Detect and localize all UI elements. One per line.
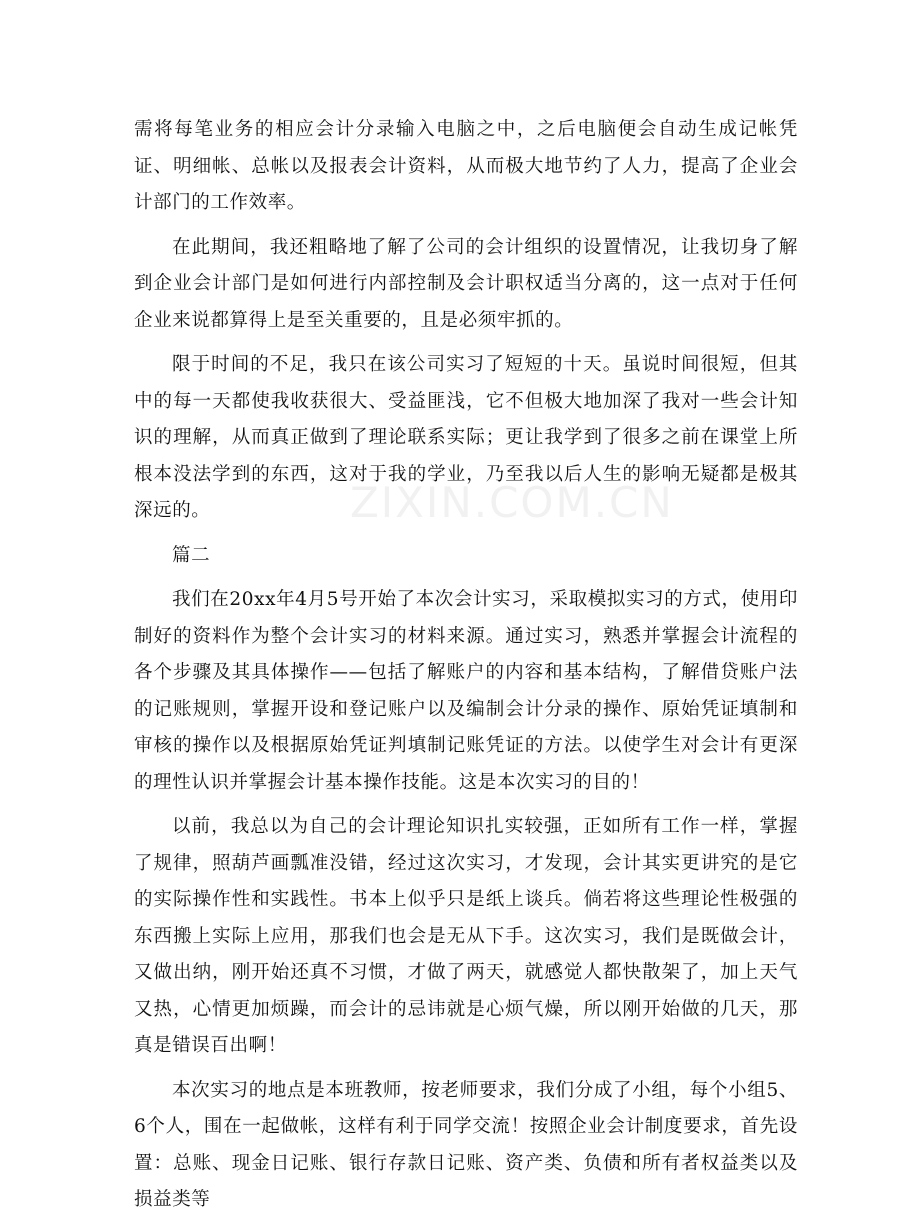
paragraph-location-groups: 本次实习的地点是本班教师，按老师要求，我们分成了小组，每个小组5、6个人，围在一起做帐，这样有利于同学交流！按照企业会计制度要求，首先设置：总账、现金日记账、银行存款日记账、资产类、负债和所有者权益类以及损益类等 xyxy=(134,1079,798,1210)
watermark: ZIXIN.COM.CN xyxy=(350,478,674,527)
section-heading-part-two: 篇二 xyxy=(172,544,211,566)
paragraph-previous-thoughts: 以前，我总以为自己的会计理论知识扎实较强，正如所有工作一样，掌握了规律，照葫芦画瓢准没错，经过这次实习，才发现，会计其实更讲究的是它的实际操作性和实践性。书本上似乎只是纸上谈兵。倘若将这些理论性极强的东西搬上实际上应用，那我们也会是无从下手。这次实习，我们是既做会计，又做出纳，刚开始还真不习惯，才做了两天，就感觉人都快散架了，加上天气又热，心情更加烦躁，而会计的忌讳就是心烦气燥，所以刚开始做的几天，那真是错误百出啊！ xyxy=(134,816,798,1056)
paragraph-org-setup: 在此期间，我还粗略地了解了公司的会计组织的设置情况，让我切身了解到企业会计部门是如何进行内部控制及会计职权适当分离的，这一点对于任何企业来说都算得上是至关重要的，且是必须牢抓的。 xyxy=(134,236,798,331)
paragraph-internship-start: 我们在20xx年4月5号开始了本次会计实习，采取模拟实习的方式，使用印制好的资料作为整个会计实习的材料来源。通过实习，熟悉并掌握会计流程的各个步骤及其具体操作——包括了解账户的内容和基本结构，了解借贷账户法的记账规则，掌握开设和登记账户以及编制会计分录的操作、原始凭证填制和审核的操作以及根据原始凭证判填制记账凭证的方法。以使学生对会计有更深的理性认识并掌握会计基本操作技能。这是本次实习的目的！ xyxy=(134,589,798,793)
document-body xyxy=(134,112,798,1227)
paragraph-ten-days: 限于时间的不足，我只在该公司实习了短短的十天。虽说时间很短，但其中的每一天都使我收获很大、受益匪浅，它不但极大地加深了我对一些会计知识的理解，从而真正做到了理论联系实际；更让我学到了很多之前在课堂上所根本没法学到的东西，这对于我的学业，乃至我以后人生的影响无疑都是极其深远的。 xyxy=(134,354,798,521)
paragraph-continuation: 需将每笔业务的相应会计分录输入电脑之中，之后电脑便会自动生成记帐凭证、明细帐、总帐以及报表会计资料，从而极大地节约了人力，提高了企业会计部门的工作效率。 xyxy=(134,119,798,213)
